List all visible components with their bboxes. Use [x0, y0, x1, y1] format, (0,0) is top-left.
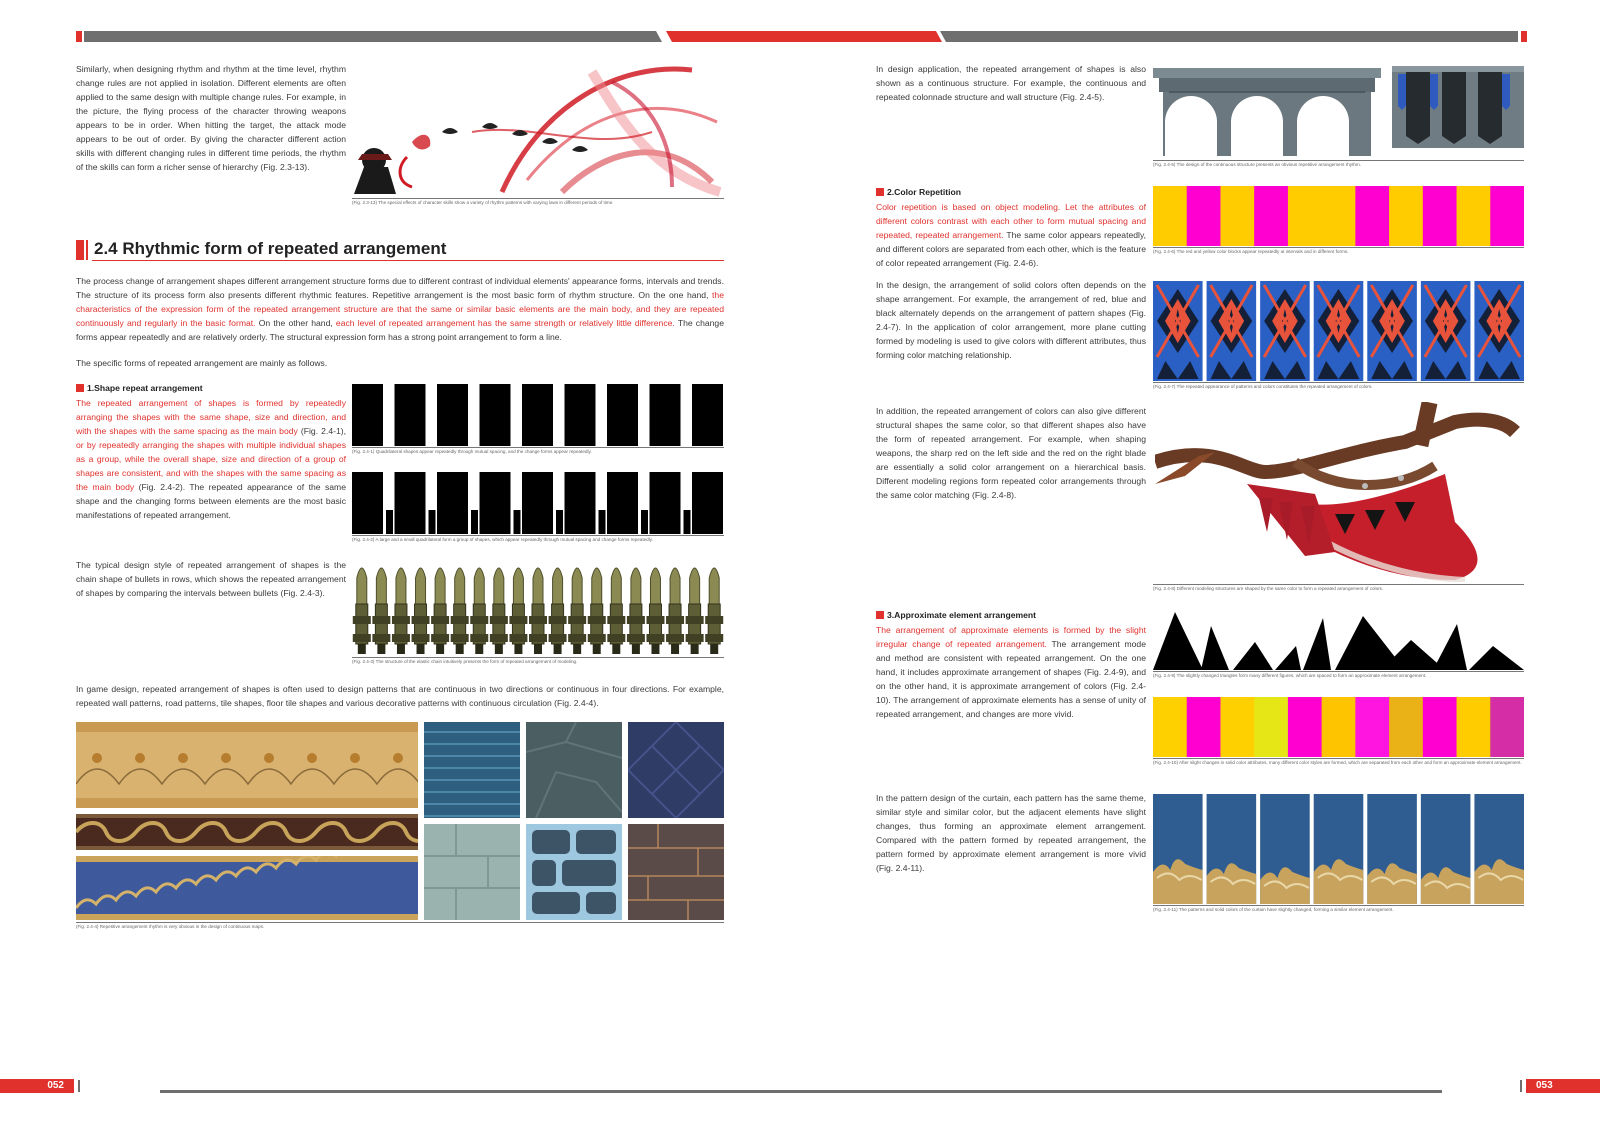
sub2-highlight-a: Color repetition is based on object modeling. Let the attributes of different colors contrast with each other to form mutual spacing and repeated, repeated arrangement.: [876, 202, 1146, 240]
intro-paragraph: Similarly, when designing rhythm and rhythm at the time level, rhythm change rules are not applied in isolation. Different elements are often applied to the same design with multiple change rules. For example, in the picture, the flying process of the character throwing weapons appears to be in order. When hitting the target, the attack mode appears to be out of order. By giving the character different action skills with different changing rules in different time periods, the rhythm of the skills can form a richer sense of hierarchy (Fig. 2.3-13).: [76, 64, 346, 172]
fig-2-3-13-skill-effects: [352, 62, 724, 197]
bullet: [353, 568, 371, 654]
fig-2-4-4-tile-navy-stone: [628, 722, 724, 818]
footer-rule: [160, 1090, 1442, 1093]
sub1-text-b: (Fig. 2.4-1),: [297, 426, 346, 436]
fig-2-4-9-caption: (Fig. 2.4-9) The slightly changed triangles form many different figures, which are spaced to form an approximate element arrangement.: [1153, 671, 1524, 679]
page-number-right: [1526, 1079, 1600, 1093]
fig-2-4-2-caption: (Fig. 2.4-2) A large and a small quadrilateral form a group of shapes, which appear repeatedly through mutual spacing and change forms repeatedly.: [352, 535, 724, 543]
curtain-panel: [1260, 794, 1310, 904]
curtain-panel: [1367, 794, 1417, 904]
color-block: [1254, 697, 1288, 757]
fig-2-4-4-tile-slate: [526, 722, 622, 818]
fig-2-4-5-caption: (Fig. 2.4-5) The design of the continuous structure presents an obvious repetitive arrangement rhythm.: [1153, 160, 1524, 168]
fig-2-4-3-caption: (Fig. 2.4-3) The structure of the elastic chain intuitively presents the form of repeated arrangement of modeling.: [352, 657, 724, 665]
fig-2-4-2-quadrilateral-groups: [352, 472, 724, 534]
section-paragraph-2: The specific forms of repeated arrangement are mainly as follows.: [76, 358, 328, 368]
game-design-paragraph: In game design, repeated arrangement of shapes is often used to design patterns that are continuous in two directions or continuous in four directions. For example, repeated wall patterns, road patterns, tile shapes, floor tile shapes and various decorative patterns with continuous circulation (Fig. 2.4-4).: [76, 684, 724, 708]
curtain-panel: [1474, 794, 1524, 904]
bullet: [646, 568, 664, 654]
bullet: [568, 568, 586, 654]
color-block: [1490, 697, 1524, 757]
bullet: [686, 568, 704, 654]
curtain-panel: [1421, 794, 1471, 904]
curtain-panel: [1153, 794, 1203, 904]
fig-2-4-4-ocean-pattern-blue: [76, 856, 418, 920]
p1-highlight-d: each level of repeated arrangement has the same strength or relatively little difference.: [335, 318, 675, 328]
section-paragraph-1: [76, 274, 724, 344]
footer-tick-left: [78, 1080, 80, 1092]
bullets-paragraph: The typical design style of repeated arrangement of shapes is the chain shape of bullets in rows, which shows the repeated arrangement of shapes by comparing the intervals between bullets (Fig. 2.4-3).: [76, 560, 346, 598]
top-bar-left-cap: [76, 31, 82, 42]
bullet: [431, 568, 449, 654]
bullet: [451, 568, 469, 654]
sub1-highlight-a: The repeated arrangement of shapes is formed by repeatedly arranging the shapes with the same shape, size and direction, and with the shapes with the same spacing as the main body: [76, 398, 346, 436]
sub1-text-d: (Fig. 2.4-2). The repeated appearance of the same shape and the changing forms between elements are the most basic manifestations of repeated arrangement.: [76, 482, 346, 520]
sub3-highlight-a: The arrangement of approximate elements is formed by the slight irregular change of repeated arrangement.: [876, 625, 1146, 649]
fig-2-4-4-tile-blue-scales: [424, 722, 520, 818]
fig-2-4-4-caption: (Fig. 2.4-4) Repetitive arrangement rhythm is very obvious in the design of continuous maps.: [76, 922, 724, 930]
bullet: [666, 568, 684, 654]
color-block: [1220, 186, 1254, 246]
curtain-paragraph: In the pattern design of the curtain, each pattern has the same theme, similar style and similar color, but the adjacent elements have slight changes, thus forming an approximate element arrangement. Compared with the pattern formed by repeated arrangement, the pattern formed by approximate element arrangement is more vivid (Fig. 2.4-11).: [876, 793, 1146, 873]
fig-2-4-8-weapon-axe: [1155, 402, 1524, 582]
color-block: [1187, 186, 1221, 246]
p1-text-e: The change forms appear repeatedly and are relatively orderly. The structural expression form has a strong point arrangement to form a line.: [76, 318, 724, 342]
fig-2-4-7-pattern-panels: [1153, 281, 1524, 381]
sub3-text-b: The arrangement mode and method are consistent with repeated arrangement. On the one hand, it includes approximate arrangement of shapes (Fig. 2.4-9), and on the other hand, it is approximate arrangement of colors (Fig. 2.4-10). The arrangement of approximate elements has a sense of unity of repeated arrangement, and changes are more vivid.: [876, 639, 1146, 719]
color-block: [1423, 186, 1457, 246]
section-title-marker: [76, 240, 84, 260]
color-block: [1288, 186, 1322, 246]
section-title-marker-thin: [86, 240, 88, 260]
fig-2-4-7-caption: (Fig. 2.4-7) The repeated appearance of patterns and colors constitutes the repeated arrangement of colors.: [1153, 382, 1524, 390]
fig-2-4-3-bullet-chain: [352, 560, 724, 656]
fig-2-4-4-wall-pattern-beige: [76, 722, 418, 808]
fig-2-4-11-curtains: [1153, 794, 1524, 904]
footer-tick-right: [1520, 1080, 1522, 1092]
p1-highlight-b: the characteristics of the expression form of the repeated arrangement structure are that the same or similar basic elements are the main body, and they are repeated continuously and regularly in the basic format.: [76, 290, 724, 328]
sub2-text-b: The same color appears repeatedly, and different colors are separated from each other, which is the feature of color repeated arrangement (Fig. 2.4-6).: [876, 230, 1146, 268]
color-block: [1389, 186, 1423, 246]
subheading-square-icon: [876, 611, 884, 619]
color-block: [1490, 186, 1524, 246]
approximate-element-paragraph: [876, 623, 1146, 721]
page-number-left-text: 052: [47, 1080, 64, 1091]
bullet: [470, 568, 488, 654]
subheading-color-repetition: [876, 187, 961, 197]
bullet: [392, 568, 410, 654]
color-block: [1153, 697, 1187, 757]
weapon-paragraph: In addition, the repeated arrangement of colors can also give different structural shapes the same color, so that different shapes also have the form of repeated arrangement. For example, when shaping weapons, the sharp red on the left side and the red on the right blade are essentially a solid color arrangement on a hierarchical basis. Different modeling regions form repeated color arrangements through the same color matching (Fig. 2.4-8).: [876, 406, 1146, 500]
fig-2-4-5-colonnade: [1153, 62, 1381, 158]
p1-text-a: The process change of arrangement shapes different arrangement structure forms due to different contrast of individual elements' appearance forms, intervals and trends. The structure of its process form also presents different rhythmic features. Repetitive arrangement is the most basic form of rhythm structure. On the one hand,: [76, 276, 724, 300]
color-block: [1288, 697, 1322, 757]
bullet: [607, 568, 625, 654]
color-block: [1322, 186, 1356, 246]
pattern-panel: [1421, 281, 1471, 381]
pattern-panel: [1367, 281, 1417, 381]
color-block: [1457, 697, 1491, 757]
subheading-approximate-element-text: 3.Approximate element arrangement: [887, 610, 1037, 620]
solid-color-paragraph: In the design, the arrangement of solid colors often depends on the shape arrangement. For example, the arrangement of red, blue and black alternately depends on the arrangement of pattern shapes (Fig. 2.4-7). In the application of color arrangement, more plane cutting formed by modeling is used to give colors with different attributes, thus forming color matching relationship.: [876, 280, 1146, 360]
section-title: 2.4 Rhythmic form of repeated arrangement: [94, 239, 447, 258]
fig-2-4-10-approximate-colors: [1153, 697, 1524, 757]
fig-2-4-4-wave-pattern-brown: [76, 814, 418, 850]
bullet: [627, 568, 645, 654]
curtain-panel: [1314, 794, 1364, 904]
color-block: [1423, 697, 1457, 757]
bullet: [372, 568, 390, 654]
top-bar: [84, 31, 1524, 42]
pattern-panel: [1474, 281, 1524, 381]
color-block: [1187, 697, 1221, 757]
pattern-panel: [1207, 281, 1257, 381]
color-block: [1153, 186, 1187, 246]
subheading-shape-repeat-text: 1.Shape repeat arrangement: [87, 383, 203, 393]
top-bar-right-cap: [1521, 31, 1527, 42]
bullet: [588, 568, 606, 654]
sub1-highlight-c: or by repeatedly arranging the shapes with multiple individual shapes as a group, while the overall shape, size and direction of a group of shapes are consistent, and with the shapes with the same spacing as the main body: [76, 440, 346, 492]
fig-2-4-4-tile-ice-stone: [526, 824, 622, 920]
p1-text-c: On the other hand,: [255, 318, 336, 328]
fig-2-4-1-caption: (Fig. 2.4-1) Quadrilateral shapes appear repeatedly through mutual spacing, and the change forms appear repeatedly.: [352, 447, 724, 455]
design-application-paragraph: In design application, the repeated arrangement of shapes is also shown as a continuous structure. For example, the continuous and repeated colonnade structure and wall structure (Fig. 2.4-5).: [876, 64, 1146, 102]
bullet: [705, 568, 723, 654]
page-number-right-text: 053: [1536, 1080, 1553, 1091]
fig-2-4-4-tile-pale-green: [424, 824, 520, 920]
subheading-square-icon: [76, 384, 84, 392]
subheading-color-repetition-text: 2.Color Repetition: [887, 187, 962, 197]
pattern-panel: [1153, 281, 1203, 381]
bullet: [509, 568, 527, 654]
fig-2-4-1-quadrilaterals: [352, 384, 724, 446]
fig-2-3-13-caption: (Fig. 2.3-13) The special effects of character skills show a variety of rhythm patterns with varying laws in different periods of time.: [352, 198, 724, 206]
bullet: [549, 568, 567, 654]
fig-2-4-6-caption: (Fig. 2.4-6) The red and yellow color blocks appear repeatedly at intervals and in different forms.: [1153, 247, 1524, 255]
fig-2-4-8-caption: (Fig. 2.4-8) Different modeling structures are shaped by the same color to form a repeated arrangement of colors.: [1153, 584, 1524, 592]
shape-repeat-paragraph: [76, 396, 346, 522]
subheading-approximate-element: [876, 610, 1036, 620]
color-block: [1220, 697, 1254, 757]
fig-2-4-11-caption: (Fig. 2.4-11) The patterns and solid colors of the curtain have slightly changed, forming a similar element arrangement.: [1153, 905, 1524, 913]
color-block: [1254, 186, 1288, 246]
fig-2-4-9-triangles: [1153, 612, 1524, 670]
bullet: [490, 568, 508, 654]
pattern-panel: [1260, 281, 1310, 381]
curtain-panel: [1207, 794, 1257, 904]
color-block: [1355, 697, 1389, 757]
section-title-rule: [92, 260, 724, 261]
color-block: [1355, 186, 1389, 246]
fig-2-4-10-caption: (Fig. 2.4-10) After slight changes in solid color attributes, many different color styles are formed, which are separated from each other and form an approximate element arrangement.: [1153, 758, 1524, 766]
bullet: [412, 568, 430, 654]
subheading-square-icon: [876, 188, 884, 196]
color-repetition-paragraph: [876, 200, 1146, 270]
subheading-shape-repeat: [76, 383, 203, 393]
color-block: [1457, 186, 1491, 246]
color-block: [1322, 697, 1356, 757]
fig-2-4-4-tile-brown-stone: [628, 824, 724, 920]
fig-2-4-5-wall: [1392, 66, 1524, 148]
fig-2-4-6-color-blocks: [1153, 186, 1524, 246]
bullet: [529, 568, 547, 654]
pattern-panel: [1314, 281, 1364, 381]
page-number-left: [0, 1079, 74, 1093]
color-block: [1389, 697, 1423, 757]
